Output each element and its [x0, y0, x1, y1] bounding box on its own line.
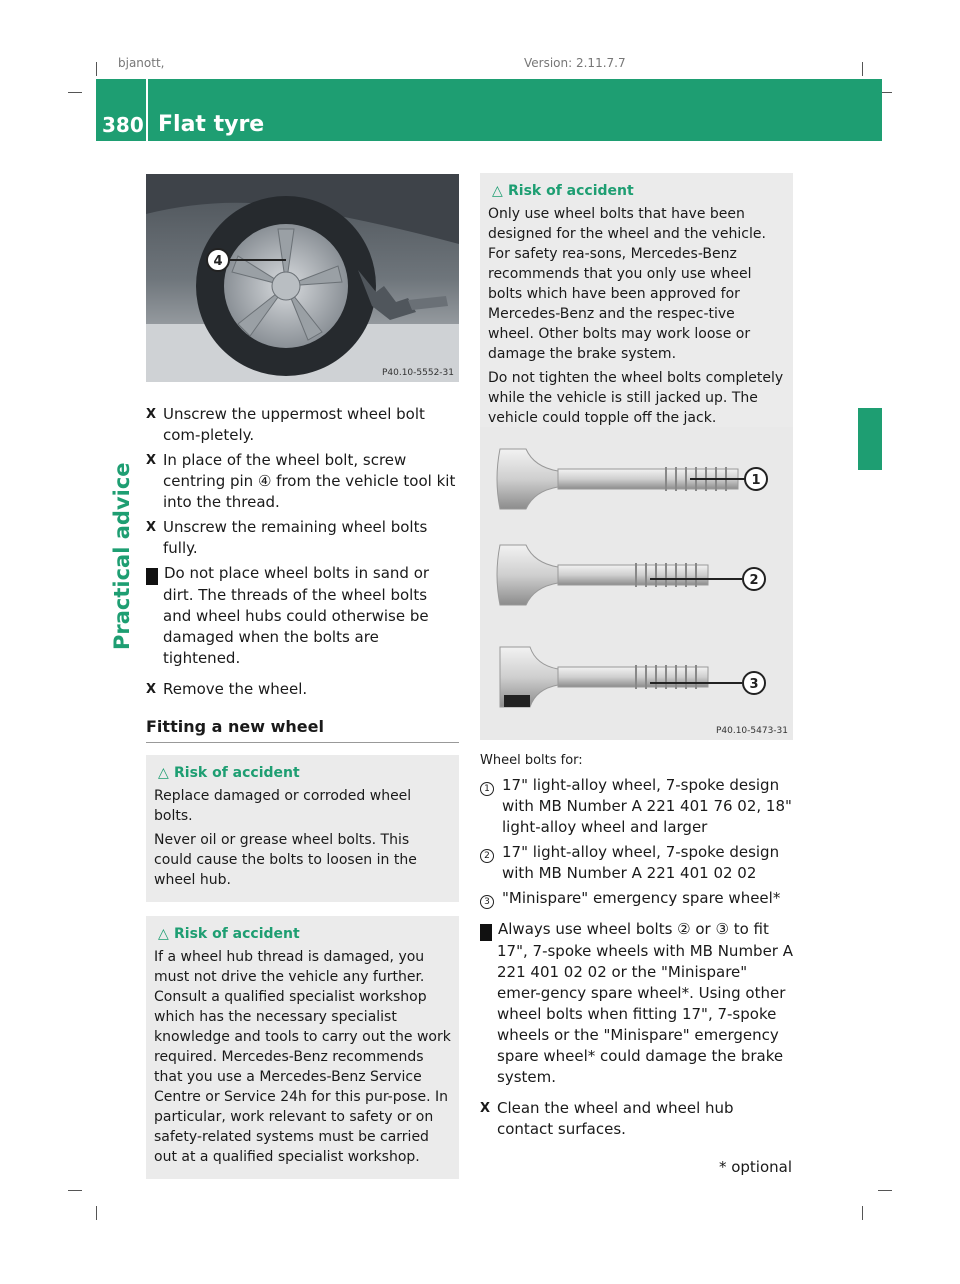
warning-text: If a wheel hub thread is damaged, you must not drive the vehicle any further. Consult a qualified specialist workshop which has the necessary specialist knowledge and tools to carry out the work required. Mercedes-Benz recommends that you use a Mercedes-Benz Service Centre or Service 24h for this pur-pose. In particular, work relevant to safety or on safety-related systems must be carried out at a qualified specialist workshop.: [154, 949, 451, 1165]
callout-3: 3: [749, 677, 759, 692]
legend-item: 1 17" light-alloy wheel, 7-spoke design with MB Number A 221 401 76 02, 18" light-alloy wheel and larger: [480, 775, 793, 838]
attention-icon: !: [146, 568, 158, 585]
warning-title: △ Risk of accident: [492, 183, 634, 199]
warning-title: △ Risk of accident: [158, 765, 300, 781]
legend-item: 2 17" light-alloy wheel, 7-spoke design with MB Number A 221 401 02 02: [480, 842, 793, 884]
warning-text: Do not tighten the wheel bolts completely while the vehicle is still jacked up. The vehicle could topple off the jack.: [488, 370, 784, 426]
instruction-step: X Clean the wheel and wheel hub contact surfaces.: [480, 1099, 734, 1138]
meta-author: bjanott,: [118, 56, 165, 70]
note-block: ! Always use wheel bolts ② or ③ to fit 17", 7-spoke wheels with MB Number A 221 401 02 02 or the "Minispare" emer-gency spare wheel*. Using other wheel bolts when fitting 17", 7-spoke wheels or the "Minispare" emergency spare wheel* could damage the brake system.: [474, 920, 794, 1086]
wheel-jack-photo: [146, 174, 459, 382]
instruction-step: X Unscrew the uppermost wheel bolt com-pletely.: [146, 405, 425, 444]
arrow-icon: X: [146, 520, 157, 535]
instruction-step: X Remove the wheel.: [146, 680, 308, 698]
crop-mark: [878, 1190, 892, 1191]
crop-mark: [862, 62, 863, 76]
side-label: Practical advice: [110, 462, 134, 650]
crop-mark: [68, 1190, 82, 1191]
header-divider: [146, 79, 148, 141]
instruction-step: X In place of the wheel bolt, screw centring pin ④ from the vehicle tool kit into the thread.: [146, 451, 456, 511]
crop-mark: [96, 1206, 97, 1220]
warning-box: [146, 755, 459, 902]
warning-text: Only use wheel bolts that have been designed for the wheel and the vehicle. For safety rea-sons, Mercedes-Benz recommends that you only use wheel bolts which have been approved for Mercedes-Benz and the respec-tive wheel. Other bolts may work loose or damage the brake system.: [488, 206, 766, 362]
crop-mark: [68, 92, 82, 93]
instruction-step: X Unscrew the remaining wheel bolts fully.: [146, 518, 428, 557]
warning-triangle-icon: △: [158, 765, 169, 781]
optional-footnote: * optional: [718, 1158, 792, 1176]
warning-title: △ Risk of accident: [158, 926, 300, 942]
legend-number: 1: [480, 782, 494, 796]
wheel-bolts-photo: [480, 427, 793, 740]
callout-2: 2: [749, 573, 759, 588]
arrow-icon: X: [146, 407, 157, 422]
photo-label-right: P40.10-5473-31: [715, 726, 788, 736]
callout-4: 4: [213, 254, 223, 269]
warning-triangle-icon: △: [492, 183, 503, 199]
legend-number: 2: [480, 849, 494, 863]
legend-number: 3: [480, 895, 494, 909]
arrow-icon: X: [480, 1101, 491, 1116]
warning-box: [146, 916, 459, 1179]
page-number: 380: [102, 113, 144, 137]
crop-mark: [862, 1206, 863, 1220]
legend-item: 3 "Minispare" emergency spare wheel*: [480, 888, 793, 909]
side-tab: [858, 408, 882, 470]
warning-triangle-icon: △: [158, 926, 169, 942]
warning-text: Never oil or grease wheel bolts. This could cause the bolts to loosen in the wheel hub.: [154, 832, 417, 888]
left-column: [140, 404, 459, 1179]
warning-box: [480, 173, 793, 440]
warning-text: Replace damaged or corroded wheel bolts.: [154, 788, 412, 824]
crop-mark: [96, 62, 97, 76]
right-column: [480, 173, 793, 440]
arrow-icon: X: [146, 453, 157, 468]
chapter-title: Flat tyre: [158, 112, 265, 137]
legend-caption: Wheel bolts for:: [480, 753, 583, 768]
attention-icon: !: [480, 924, 492, 941]
arrow-icon: X: [146, 682, 157, 697]
callout-1: 1: [751, 473, 761, 488]
right-column-lower: [474, 750, 794, 1144]
meta-version: Version: 2.11.7.7: [524, 56, 626, 70]
note-block: ! Do not place wheel bolts in sand or dirt. The threads of the wheel bolts and wheel hubs could otherwise be damaged when the bolts are tightened.: [140, 564, 430, 667]
photo-label-left: P40.10-5552-31: [381, 368, 454, 378]
section-heading: Fitting a new wheel: [146, 716, 459, 743]
